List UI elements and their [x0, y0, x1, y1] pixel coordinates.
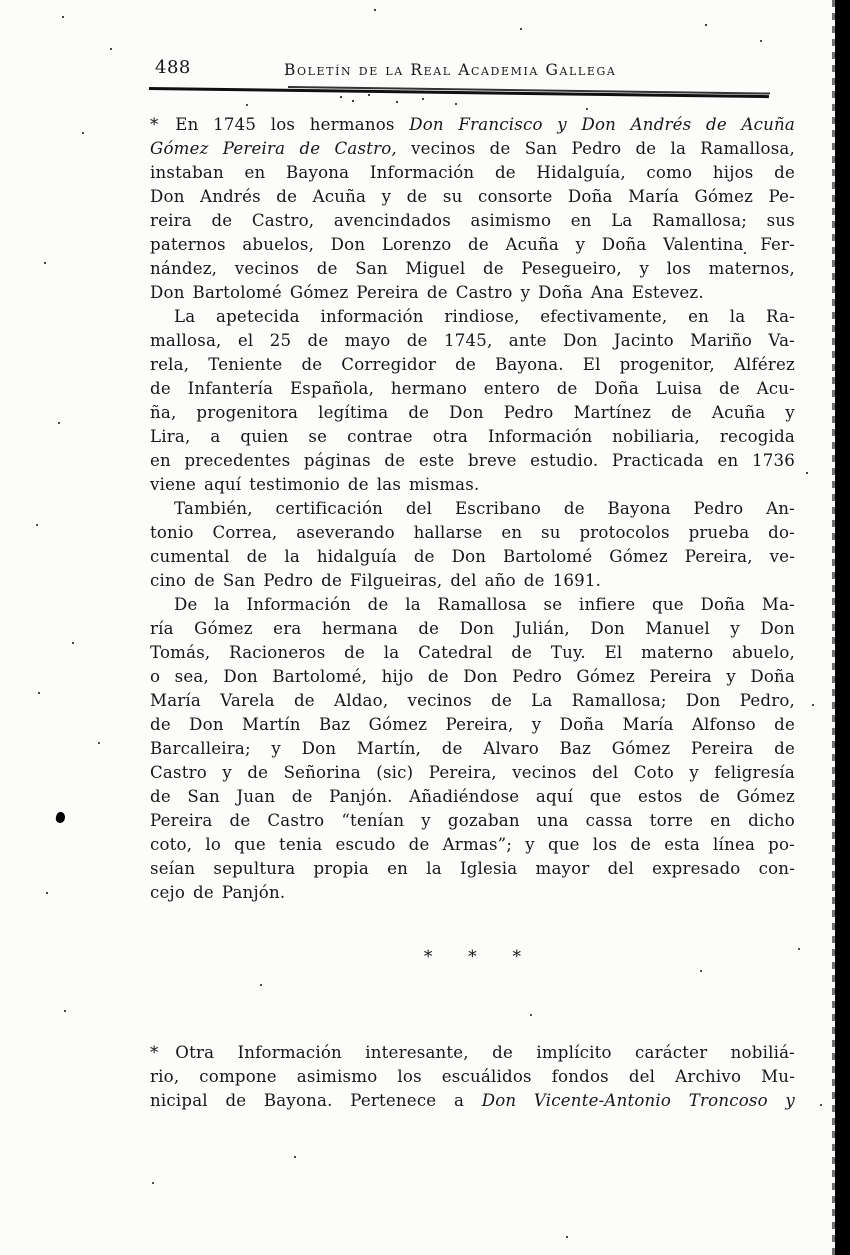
text-line — [150, 257, 795, 281]
text-run: ría Gómez era hermana de Don Julián, Don Manuel y Don — [150, 619, 795, 638]
paragraph — [150, 305, 795, 497]
text-run: de Don Martín Baz Gómez Pereira, y Doña María Alfonso de — [150, 715, 795, 734]
text-line — [150, 641, 795, 665]
text-run: * En 1745 los hermanos — [150, 115, 410, 134]
text-run: paternos abuelos, Don Lorenzo de Acuña y Doña Valentina Fer- — [150, 235, 795, 254]
text-run: nández, vecinos de San Miguel de Pesegueiro, y los maternos, — [150, 259, 795, 278]
text-run: ña, progenitora legítima de Don Pedro Martínez de Acuña y — [150, 403, 795, 422]
paragraph — [150, 497, 795, 593]
text-line — [150, 857, 795, 881]
text-line — [150, 737, 795, 761]
text-run: Tomás, Racioneros de la Catedral de Tuy. El materno abuelo, — [150, 643, 795, 662]
text-run: seían sepultura propia en la Iglesia mayor del expresado con- — [150, 859, 795, 878]
text-line — [150, 233, 795, 257]
text-line — [150, 713, 795, 737]
text-line — [150, 401, 795, 425]
text-run: o sea, Don Bartolomé, hijo de Don Pedro Gómez Pereira y Doña — [150, 667, 795, 686]
asterisk-separator: * * * — [423, 947, 522, 967]
text-run: De la Información de la Ramallosa se infiere que Doña Ma- — [174, 595, 795, 614]
text-run: de San Juan de Panjón. Añadiéndose aquí que estos de Gómez — [150, 787, 795, 806]
text-run: instaban en Bayona Información de Hidalguía, como hijos de — [150, 163, 795, 182]
text-line — [150, 689, 795, 713]
text-line — [150, 353, 795, 377]
paragraph — [150, 593, 795, 905]
text-line — [150, 161, 795, 185]
text-run: cejo de Panjón. — [150, 883, 286, 902]
text-line — [150, 137, 795, 161]
text-line — [150, 113, 795, 137]
text-run: Barcalleira; y Don Martín, de Alvaro Baz Gómez Pereira de — [150, 739, 795, 758]
text-column — [150, 113, 795, 1113]
italic-name-run: Gómez Pereira de Castro, — [150, 139, 397, 158]
text-run: mallosa, el 25 de mayo de 1745, ante Don Jacinto Mariño Va- — [150, 331, 795, 350]
text-run: * Otra Información interesante, de implícito carácter nobiliá- — [150, 1043, 795, 1062]
text-run: Lira, a quien se contrae otra Información nobiliaria, recogida — [150, 427, 795, 446]
text-line — [150, 881, 795, 905]
text-line — [150, 569, 795, 593]
journal-title: Boletín de la Real Academia Gallega — [284, 61, 617, 79]
text-line — [150, 1041, 795, 1065]
text-line — [150, 521, 795, 545]
text-line — [150, 425, 795, 449]
text-run: vecinos de San Pedro de la Ramallosa, — [396, 139, 795, 158]
text-run: Castro y de Señorina (sic) Pereira, vecinos del Coto y feligresía — [150, 763, 795, 782]
text-line — [150, 377, 795, 401]
paragraph — [150, 1041, 795, 1113]
italic-name-run: Don Francisco y Don Andrés de Acuña — [409, 115, 795, 134]
text-run: rela, Teniente de Corregidor de Bayona. El progenitor, Alférez — [150, 355, 795, 374]
text-run: María Varela de Aldao, vecinos de La Ramallosa; Don Pedro, — [150, 691, 795, 710]
italic-name-run: Don Vicente-Antonio Troncoso y — [481, 1091, 796, 1110]
text-line — [150, 809, 795, 833]
text-run: Don Andrés de Acuña y de su consorte Doña María Gómez Pe- — [150, 187, 795, 206]
text-line — [150, 833, 795, 857]
text-line — [150, 209, 795, 233]
text-line — [150, 593, 795, 617]
text-line — [150, 185, 795, 209]
text-line — [150, 473, 795, 497]
text-line — [150, 497, 795, 521]
text-run: La apetecida información rindiose, efectivamente, en la Ra- — [174, 307, 795, 326]
text-run: También, certificación del Escribano de Bayona Pedro An- — [174, 499, 795, 518]
text-run: reira de Castro, avencindados asimismo en La Ramallosa; sus — [150, 211, 795, 230]
text-run: rio, compone asimismo los escuálidos fondos del Archivo Mu- — [150, 1067, 795, 1086]
text-block-upper — [150, 113, 795, 905]
text-line — [150, 305, 795, 329]
text-run: viene aquí testimonio de las mismas. — [150, 475, 480, 494]
text-run: de Infantería Española, hermano entero de Doña Luisa de Acu- — [150, 379, 795, 398]
scan-edge-bar — [835, 0, 850, 1255]
text-line — [150, 329, 795, 353]
text-line — [150, 545, 795, 569]
text-line — [150, 1065, 795, 1089]
text-line — [150, 1089, 795, 1113]
text-line — [150, 281, 795, 305]
paragraph — [150, 113, 795, 305]
text-run: Pereira de Castro “tenían y gozaban una cassa torre en dicho — [150, 811, 795, 830]
margin-ink-blot — [55, 811, 66, 824]
text-run: nicipal de Bayona. Pertenece a — [150, 1091, 482, 1110]
text-line — [150, 449, 795, 473]
text-line — [150, 617, 795, 641]
text-run: cino de San Pedro de Filgueiras, del año de 1691. — [150, 571, 602, 590]
text-block-lower — [150, 1041, 795, 1113]
page-number: 488 — [155, 57, 191, 78]
scan-noise-speckles — [0, 0, 2, 2]
text-run: tonio Correa, aseverando hallarse en su protocolos prueba do- — [150, 523, 795, 542]
text-line — [150, 761, 795, 785]
text-line — [150, 785, 795, 809]
text-run: coto, lo que tenia escudo de Armas”; y que los de esta línea po- — [150, 835, 795, 854]
text-run: Don Bartolomé Gómez Pereira de Castro y Doña Ana Estevez. — [150, 283, 704, 302]
text-line — [150, 665, 795, 689]
text-run: cumental de la hidalguía de Don Bartolomé Gómez Pereira, ve- — [150, 547, 795, 566]
text-run: en precedentes páginas de este breve estudio. Practicada en 1736 — [150, 451, 795, 470]
